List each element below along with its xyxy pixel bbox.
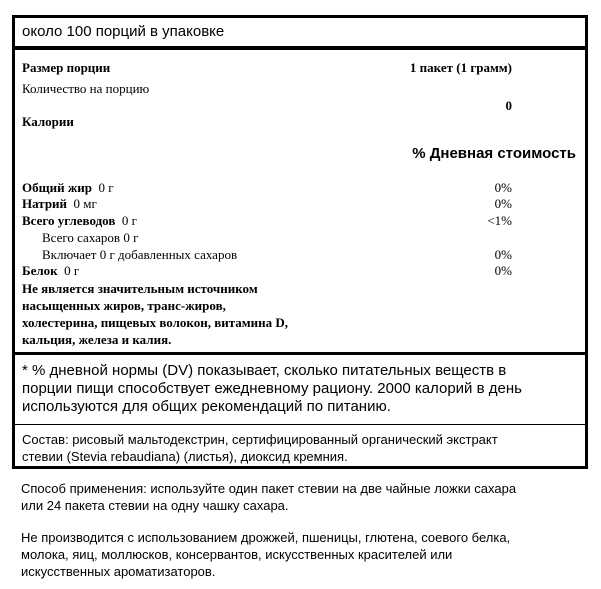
divider-thick: [15, 46, 585, 50]
free-from-line: искусственных ароматизаторов.: [21, 564, 216, 579]
nutrient-amount: 0 г: [64, 263, 80, 278]
servings-per-container: около 100 порций в упаковке: [22, 23, 225, 40]
nutrient-name: Общий жир: [22, 180, 92, 195]
nutrient-dv: 0%: [494, 247, 512, 262]
amount-per-serving: Количество на порцию: [22, 81, 150, 96]
nutrient-dv: 0%: [494, 263, 512, 278]
usage-directions: [21, 480, 516, 514]
calories-label: Калории: [22, 114, 74, 129]
nutrient-row: [22, 213, 137, 229]
nutrient-name: Включает 0 г добавленных сахаров: [42, 247, 238, 262]
usage-line: Способ применения: используйте один пакет стевии на две чайные ложки сахара: [21, 481, 517, 496]
nutrient-name: Белок: [22, 263, 58, 278]
calories-value: 0: [505, 98, 512, 113]
daily-value-heading: % Дневная стоимость: [412, 145, 576, 162]
ingredients-line: стевии (Stevia rebaudiana) (листья), диоксид кремния.: [22, 449, 348, 464]
dv-footnote: [22, 362, 522, 416]
nutrient-row: [42, 230, 138, 246]
ingredients-line: Состав: рисовый мальтодекстрин, сертифицированный органический экстракт: [22, 432, 498, 447]
footnote-line: порции пищи способствует ежедневному рациону. 2000 калорий в день: [22, 380, 522, 397]
divider-thin: [15, 424, 585, 425]
nutrient-name: Натрий: [22, 196, 68, 211]
nutrition-facts-panel: [12, 15, 588, 469]
note-line: кальция, железа и калия.: [22, 332, 172, 347]
note-line: насыщенных жиров, транс-жиров,: [22, 298, 226, 313]
free-from-line: Не производится с использованием дрожжей, пшеницы, глютена, соевого белка,: [21, 530, 511, 545]
free-from-statement: [21, 529, 510, 580]
note-line: Не является значительным источником: [22, 281, 258, 296]
nutrient-dv: <1%: [487, 213, 512, 228]
serving-size-value: 1 пакет (1 грамм): [409, 60, 512, 75]
nutrient-dv: 0%: [494, 196, 512, 211]
ingredients: [22, 431, 498, 465]
nutrient-row: [22, 180, 114, 196]
usage-line: или 24 пакета стевии на одну чашку сахара.: [21, 498, 289, 513]
footnote-line: * % дневной нормы (DV) показывает, сколько питательных веществ в: [22, 362, 507, 379]
footnote-line: используются для общих рекомендаций по питанию.: [22, 398, 391, 415]
nutrient-name: Всего сахаров 0 г: [42, 230, 139, 245]
nutrient-name: Всего углеводов: [22, 213, 116, 228]
nutrient-row: [22, 196, 97, 212]
free-from-line: молока, яиц, моллюсков, консервантов, искусственных красителей или: [21, 547, 453, 562]
serving-size-label: Размер порции: [22, 60, 111, 75]
nutrient-amount: 0 г: [98, 180, 114, 195]
nutrient-row: [42, 247, 237, 263]
nutrient-amount: 0 мг: [73, 196, 97, 211]
nutrient-dv: 0%: [494, 180, 512, 195]
note-line: холестерина, пищевых волокон, витамина D,: [22, 315, 288, 330]
not-significant-source: [22, 280, 288, 348]
divider-medium: [15, 352, 585, 355]
nutrient-amount: 0 г: [121, 213, 137, 228]
nutrient-row: [22, 263, 79, 279]
